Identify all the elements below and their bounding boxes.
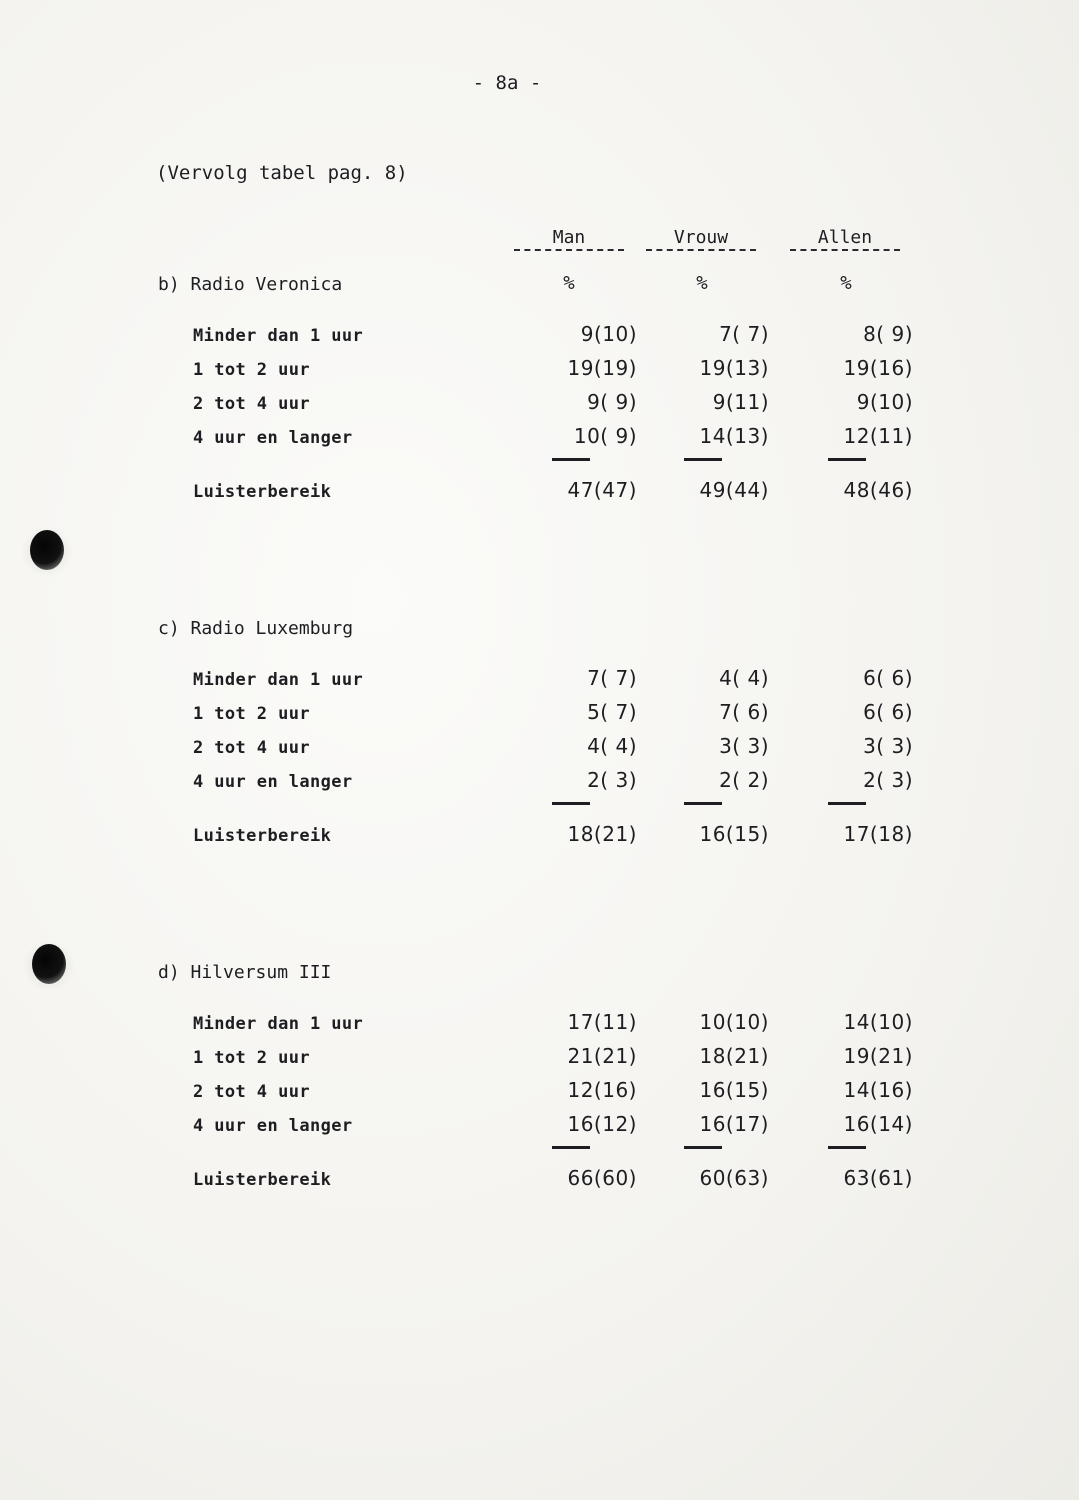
section-title: d) Hilversum III	[158, 962, 332, 983]
page-number: - 8a -	[472, 72, 542, 94]
table-cell: 7( 6)	[719, 700, 769, 724]
total-cell: 48(46)	[843, 478, 913, 502]
total-cell: 49(44)	[699, 478, 769, 502]
table-cell: 14(10)	[843, 1010, 913, 1034]
total-cell: 63(61)	[843, 1166, 913, 1190]
table-cell: 19(21)	[843, 1044, 913, 1068]
table-cell: 9(10)	[580, 322, 637, 346]
table-cell: 4( 4)	[719, 666, 769, 690]
unit-allen: %	[840, 272, 852, 294]
sum-rule	[828, 458, 866, 461]
punch-hole-lower	[32, 944, 66, 984]
sum-rule	[684, 458, 722, 461]
total-cell: 16(15)	[699, 822, 769, 846]
table-cell: 19(13)	[699, 356, 769, 380]
continued-note: (Vervolg tabel pag. 8)	[156, 162, 408, 184]
total-cell: 66(60)	[567, 1166, 637, 1190]
row-label: 2 tot 4 uur	[193, 738, 310, 758]
table-cell: 6( 6)	[863, 666, 913, 690]
table-cell: 16(12)	[567, 1112, 637, 1136]
total-cell: 18(21)	[567, 822, 637, 846]
row-label: 4 uur en langer	[193, 428, 353, 448]
table-cell: 5( 7)	[587, 700, 637, 724]
row-label: 2 tot 4 uur	[193, 1082, 310, 1102]
table-cell: 9(10)	[856, 390, 913, 414]
table-cell: 14(13)	[699, 424, 769, 448]
table-cell: 16(17)	[699, 1112, 769, 1136]
table-cell: 2( 3)	[587, 768, 637, 792]
row-label: 4 uur en langer	[193, 1116, 353, 1136]
row-label: 1 tot 2 uur	[193, 1048, 310, 1068]
table-cell: 10(10)	[699, 1010, 769, 1034]
total-cell: 60(63)	[699, 1166, 769, 1190]
table-cell: 7( 7)	[587, 666, 637, 690]
table-cell: 21(21)	[567, 1044, 637, 1068]
column-header-vrouw: Vrouw	[646, 228, 756, 251]
table-cell: 19(19)	[567, 356, 637, 380]
table-cell: 2( 3)	[863, 768, 913, 792]
row-label: 4 uur en langer	[193, 772, 353, 792]
table-cell: 3( 3)	[863, 734, 913, 758]
table-cell: 9( 9)	[587, 390, 637, 414]
section-title: b) Radio Veronica	[158, 274, 343, 295]
row-label: Minder dan 1 uur	[193, 670, 364, 690]
table-cell: 17(11)	[567, 1010, 637, 1034]
row-label: 1 tot 2 uur	[193, 704, 310, 724]
total-label: Luisterbereik	[193, 1170, 332, 1190]
table-cell: 10( 9)	[573, 424, 637, 448]
table-cell: 18(21)	[699, 1044, 769, 1068]
section-title: c) Radio Luxemburg	[158, 618, 354, 639]
row-label: 1 tot 2 uur	[193, 360, 310, 380]
total-label: Luisterbereik	[193, 826, 332, 846]
unit-vrouw: %	[696, 272, 708, 294]
column-header-man: Man	[514, 228, 624, 251]
table-cell: 4( 4)	[587, 734, 637, 758]
table-cell: 7( 7)	[719, 322, 769, 346]
sum-rule	[552, 802, 590, 805]
sum-rule	[684, 1146, 722, 1149]
row-label: Minder dan 1 uur	[193, 1014, 364, 1034]
sum-rule	[828, 1146, 866, 1149]
table-cell: 2( 2)	[719, 768, 769, 792]
sum-rule	[552, 458, 590, 461]
total-label: Luisterbereik	[193, 482, 332, 502]
table-cell: 6( 6)	[863, 700, 913, 724]
total-cell: 47(47)	[567, 478, 637, 502]
unit-man: %	[563, 272, 575, 294]
total-cell: 17(18)	[843, 822, 913, 846]
table-cell: 16(15)	[699, 1078, 769, 1102]
column-header-allen: Allen	[790, 228, 900, 251]
table-cell: 3( 3)	[719, 734, 769, 758]
table-cell: 12(16)	[567, 1078, 637, 1102]
punch-hole-upper	[30, 530, 64, 570]
sum-rule	[684, 802, 722, 805]
row-label: 2 tot 4 uur	[193, 394, 310, 414]
table-cell: 14(16)	[843, 1078, 913, 1102]
table-cell: 9(11)	[712, 390, 769, 414]
row-label: Minder dan 1 uur	[193, 326, 364, 346]
sum-rule	[552, 1146, 590, 1149]
table-cell: 16(14)	[843, 1112, 913, 1136]
table-cell: 19(16)	[843, 356, 913, 380]
table-cell: 8( 9)	[863, 322, 913, 346]
table-cell: 12(11)	[843, 424, 913, 448]
sum-rule	[828, 802, 866, 805]
